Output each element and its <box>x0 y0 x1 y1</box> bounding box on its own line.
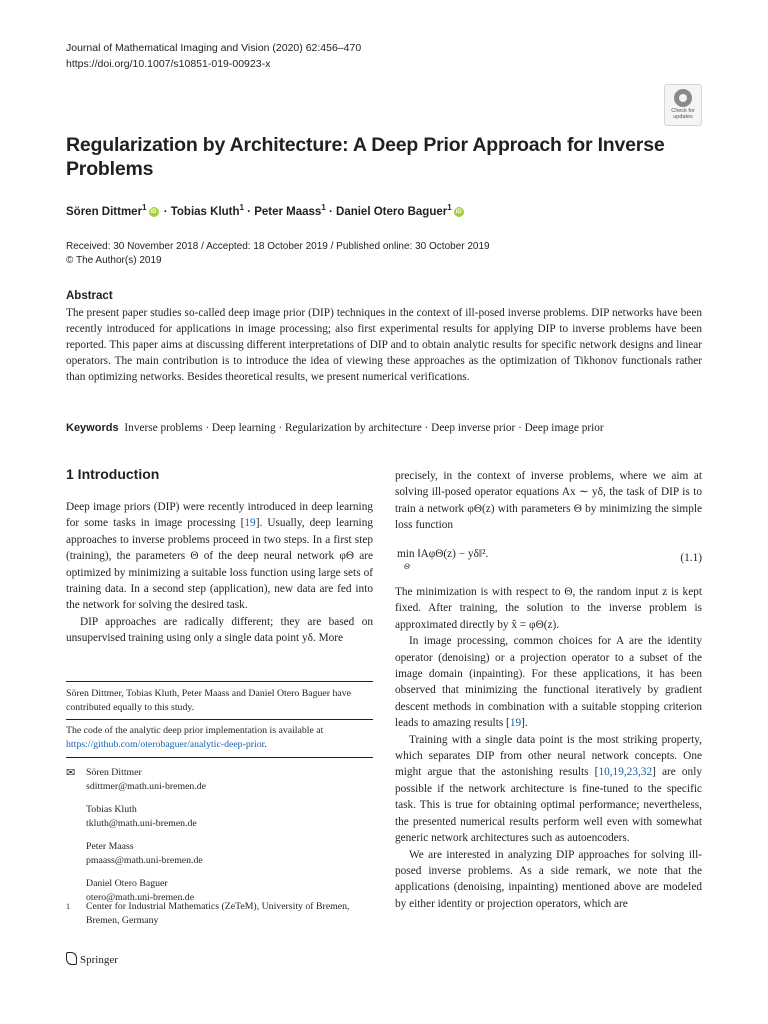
orcid-icon[interactable]: iD <box>150 208 157 215</box>
footnote-equal-contribution: Sören Dittmer, Tobias Kluth, Peter Maass and Daniel Otero Baguer have contributed equally to this study. <box>66 688 351 713</box>
right-column-body <box>395 468 702 534</box>
footnote-divider <box>66 757 373 758</box>
equation-1-1 <box>395 548 702 572</box>
equation-expression: min ‖AφΘ(z) − yδ‖². <box>397 548 489 560</box>
author-name: Tobias Kluth <box>170 205 240 218</box>
correspondence-block <box>66 766 373 914</box>
paragraph: We are interested in analyzing DIP approaches for solving ill-posed inverse problems. As a side remark, we note that the applications (denoising, inpainting) mentioned above are modeled by either identity or projection operators, which are <box>395 848 702 910</box>
paragraph: Training with a single data point is the most striking property, which separates DIP from other neural network concepts. One might argue that the astonishing results [10,19,23,32] are only possible if the network architecture is fine-tuned to the specific task. This is true for obtaining optimal performance; nevertheless, the presented numerical results perform well even with somewhat generic network architectures such as autoencoders. <box>395 733 702 845</box>
correspondence-entry: Tobias Kluth tkluth@math.uni-bremen.de <box>86 803 373 831</box>
equation-number: (1.1) <box>680 552 702 564</box>
orcid-icon[interactable]: iD <box>455 208 462 215</box>
springer-logo-icon <box>66 952 77 965</box>
author-name: Peter Maass <box>254 205 322 218</box>
publisher-footer: Springer <box>66 952 118 966</box>
author-name: Daniel Otero Baguer <box>336 205 448 218</box>
github-link[interactable]: https://github.com/oterobaguer/analytic-deep-prior <box>66 739 265 750</box>
footnote-divider <box>66 681 373 682</box>
paragraph: precisely, in the context of inverse problems, where we aim at solving ill-posed operator equations Ax ∼ yδ, the task of DIP is to train a network φΘ(z) with parameters Θ by minimizing the simple loss function <box>395 470 702 532</box>
check-for-updates-badge[interactable]: Check for updates <box>664 84 702 126</box>
paragraph: The minimization is with respect to Θ, the random input z is kept fixed. After training, the solution to the inverse problem is approximated directly by x̂ = φΘ(z). <box>395 586 702 631</box>
citation-link[interactable]: 10,19,23,32 <box>598 766 653 779</box>
equation-subscript: Θ <box>404 562 410 571</box>
email-link[interactable]: otero@math.uni-bremen.de <box>86 892 195 903</box>
keywords <box>66 420 706 436</box>
journal-header <box>66 40 361 72</box>
correspondence-entry: Peter Maass pmaass@math.uni-bremen.de <box>86 840 373 868</box>
author-name: Sören Dittmer <box>66 205 143 218</box>
abstract-heading: Abstract <box>66 290 113 302</box>
paper-title: Regularization by Architecture: A Deep Prior Approach for Inverse Problems <box>66 134 665 180</box>
correspondence-entry: Daniel Otero Baguer otero@math.uni-bremen.de <box>86 877 373 905</box>
keywords-text: Inverse problems · Deep learning · Regularization by architecture · Deep inverse prior · Deep image prior <box>124 422 604 434</box>
paragraph: Deep image priors (DIP) were recently introduced in deep learning for some tasks in image processing [19]. Usually, deep learning approaches to inverse problems proceed in two steps. In a first step (training), the parameters Θ of the deep neural network φΘ are optimized by minimizing a suitable loss function using large sets of training data. In a second step (application), new data are fed into the network for solving the desired task. <box>66 501 373 612</box>
envelope-icon: ✉ <box>66 767 76 779</box>
footnote-code: The code of the analytic deep prior implementation is available at https://github.com/oterobaguer/analytic-deep-prior. <box>66 725 324 750</box>
citation-link[interactable]: 19 <box>509 717 522 730</box>
email-link[interactable]: sdittmer@math.uni-bremen.de <box>86 781 207 792</box>
footnote-divider <box>66 719 373 720</box>
paragraph: DIP approaches are radically different; they are based on unsupervised training using only a single data point yδ. More <box>66 615 373 645</box>
keywords-label: Keywords <box>66 422 119 434</box>
author-list: Sören Dittmer$^1$ iD · Tobias Kluth$^1$ · Peter Maass$^1$ · Daniel Otero Baguer$^1$ iD <box>66 203 462 218</box>
publication-dates: Received: 30 November 2018 / Accepted: 18 October 2019 / Published online: 30 October 2019 © The Author(s) 2019 <box>66 241 490 266</box>
doi-link[interactable]: https://doi.org/10.1007/s10851-019-00923-x <box>66 58 271 70</box>
citation-link[interactable]: 19 <box>244 517 256 530</box>
section-heading: 1 Introduction <box>66 466 160 482</box>
paragraph: In image processing, common choices for A are the identity operator (denoising) or a projection operator to a subset of the image domain (inpainting). For these applications, it has been observed that minimizing the functional iteratively by gradient descent methods in combination with a suitable stopping criterion leads to amazing results [19]. <box>395 635 702 730</box>
right-column-body-continued <box>395 584 702 912</box>
abstract-text: The present paper studies so-called deep image prior (DIP) techniques in the context of ill-posed inverse problems. DIP networks have been recently introduced for applications in image processing; also first experimental results for applying DIP to inverse problems have been reported. This paper aims at discussing different interpretations of DIP and to obtain analytic results for specific network designs and linear operators. The main contribution is to introduce the idea of viewing these approaches as the optimization of Tikhonov functionals rather than optimizing networks. Besides theoretical results, we present numerical verifications. <box>66 307 702 383</box>
check-updates-icon <box>674 89 692 107</box>
email-link[interactable]: tkluth@math.uni-bremen.de <box>86 818 197 829</box>
correspondence-entry: Sören Dittmer sdittmer@math.uni-bremen.de <box>86 766 373 794</box>
left-column-body <box>66 499 373 647</box>
copyright: © The Author(s) 2019 <box>66 255 162 266</box>
email-link[interactable]: pmaass@math.uni-bremen.de <box>86 855 203 866</box>
journal-citation: Journal of Mathematical Imaging and Vision (2020) 62:456–470 <box>66 42 362 54</box>
affiliation: 1 Center for Industrial Mathematics (ZeTeM), University of Bremen, Bremen, Germany <box>66 901 350 926</box>
